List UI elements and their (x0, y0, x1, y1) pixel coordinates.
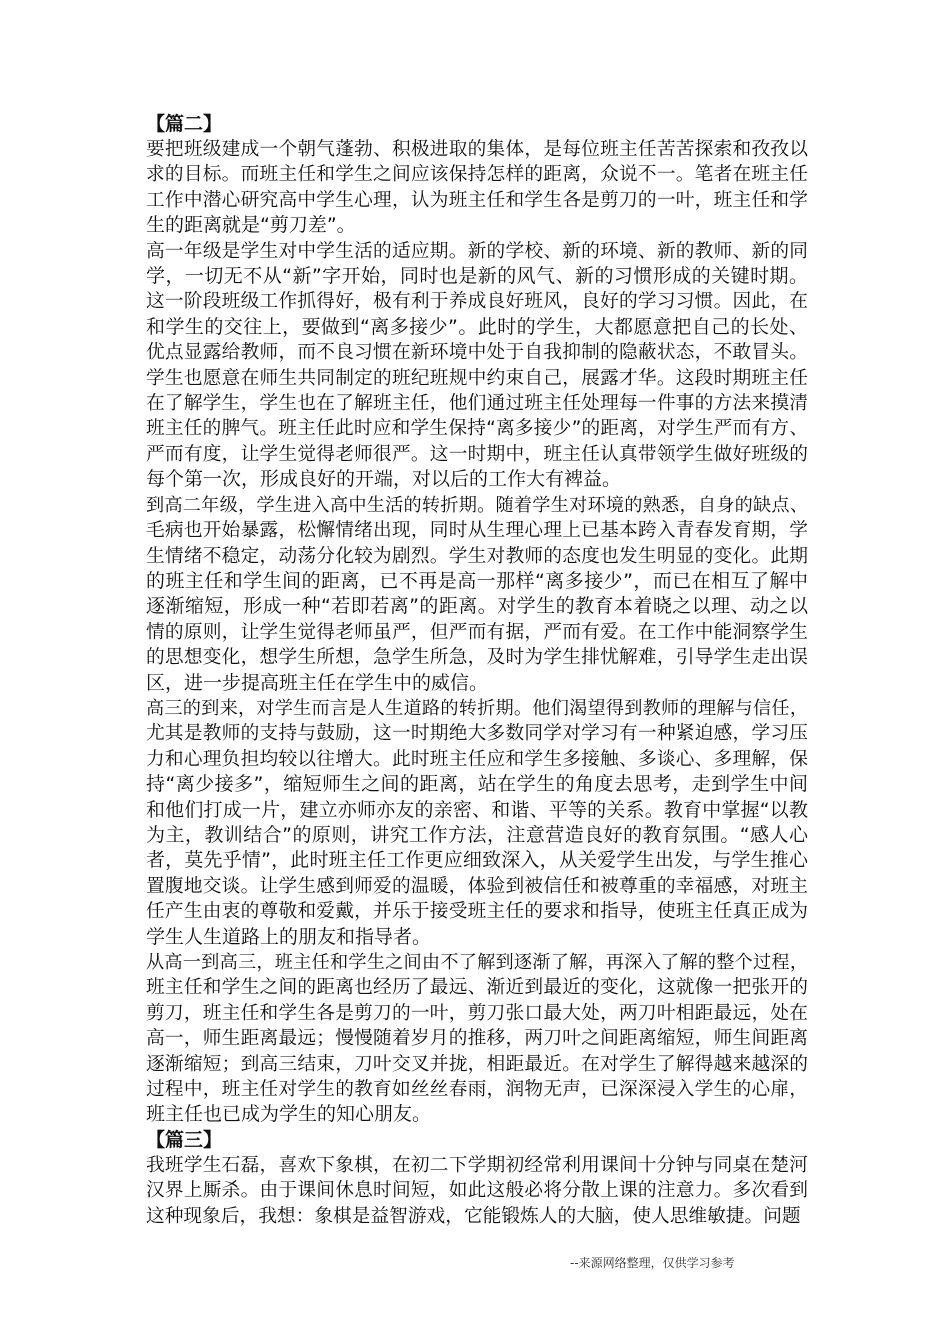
text-line: 的思想变化，想学生所想，急学生所急，及时为学生排忧解难，引导学生走出误 (146, 647, 808, 669)
section-part-three (146, 1128, 808, 1229)
paragraph (146, 239, 808, 493)
text-line: 工作中潜心研究高中学生心理，认为班主任和学生各是剪刀的一叶，班主任和学 (146, 189, 808, 211)
text-line: 剪刀，班主任和学生各是剪刀的一叶，剪刀张口最大处，两刀叶相距最远，处在 (146, 1002, 808, 1024)
paragraph (146, 493, 808, 696)
text-line: 要把班级建成一个朝气蓬勃、积极进取的集体，是每位班主任苦苦探索和孜孜以 (146, 139, 808, 160)
text-line: 学生也愿意在师生共同制定的班纪班规中约束自己，展露才华。这段时期班主任 (146, 367, 808, 389)
text-line: 任产生由衷的尊敬和爱戴，并乐于接受班主任的要求和指导，使班主任真正成为 (146, 901, 808, 923)
section-body (146, 137, 808, 1128)
text-line: 毛病也开始暴露，松懈情绪出现，同时从生理心理上已基本跨入青春发育期，学 (146, 520, 808, 542)
text-line: 和他们打成一片，建立亦师亦友的亲密、和谐、平等的关系。教育中掌握“以教 (146, 798, 808, 821)
text-line: 优点显露给教师，而不良习惯在新环境中处于自我抑制的隐蔽状态，不敢冒头。 (146, 342, 808, 364)
document-page (146, 112, 808, 1229)
section-heading: 【篇三】 (146, 1128, 223, 1151)
text-line: 高三的到来，对学生而言是人生道路的转折期。他们渴望得到教师的理解与信任， (146, 697, 808, 719)
section-heading: 【篇二】 (146, 113, 223, 135)
text-line: 力和心理负担均较以往增大。此时班主任应和学生多接触、多谈心、多理解，保 (146, 748, 808, 770)
text-line: 班主任和学生之间的距离也经历了最远、渐近到最近的变化，这就像一把张开的 (146, 977, 808, 999)
paragraph (146, 696, 808, 950)
text-line: 区，进一步提高班主任在学生中的威信。 (146, 671, 489, 694)
text-line: 这种现象后，我想：象棋是益智游戏，它能锻炼人的大脑，使人思维敏捷。问题 (146, 1205, 801, 1227)
text-line: 求的目标。而班主任和学生之间应该保持怎样的距离，众说不一。笔者在班主任 (146, 164, 808, 186)
paragraph (146, 137, 808, 239)
footer-note: --来源网络整理，仅供学习参考 (570, 1256, 735, 1270)
text-line: 和学生的交往上，要做到“离多接少”。此时的学生，大都愿意把自己的长处、 (146, 315, 808, 338)
paragraph (146, 950, 808, 1128)
text-line: 班主任也已成为学生的知心朋友。 (146, 1103, 432, 1126)
text-line: 严而有度，让学生觉得老师很严。这一时期中，班主任认真带领学生做好班级的 (146, 443, 808, 465)
text-line: 学生人生道路上的朋友和指导者。 (146, 925, 432, 948)
text-line: 从高一到高三，班主任和学生之间由不了解到逐渐了解，再深入了解的整个过程， (146, 952, 808, 973)
text-line: 逐渐缩短，形成一种“若即若离”的距离。对学生的教育本着晓之以理、动之以 (146, 595, 808, 618)
text-line: 尤其是教师的支持与鼓励，这一时期绝大多数同学对学习有一种紧迫感，学习压 (146, 723, 808, 745)
text-line: 为主，教训结合”的原则，讲究工作方法，注意营造良好的教育氛围。“感人心 (146, 823, 808, 846)
text-line: 者，莫先乎情”，此时班主任工作更应细致深入，从关爱学生出发，与学生推心 (146, 849, 808, 872)
text-line: 我班学生石磊，喜欢下象棋，在初二下学期初经常利用课间十分钟与同桌在楚河 (146, 1154, 808, 1176)
section-body (146, 1153, 808, 1229)
text-line: 高一年级是学生对中学生活的适应期。新的学校、新的环境、新的教师、新的同 (146, 240, 808, 262)
text-line: 到高二年级，学生进入高中生活的转折期。随着学生对环境的熟悉，自身的缺点、 (146, 494, 808, 516)
text-line: 在了解学生，学生也在了解班主任，他们通过班主任处理每一件事的方法来摸清 (146, 393, 808, 415)
section-part-two (146, 112, 808, 1128)
text-line: 这一阶段班级工作抓得好，极有利于养成良好班风，良好的学习习惯。因此，在 (146, 291, 808, 313)
text-line: 学，一切无不从“新”字开始，同时也是新的风气、新的习惯形成的关键时期。 (146, 265, 808, 288)
text-line: 高一，师生距离最远；慢慢随着岁月的推移，两刀叶之间距离缩短，师生间距离 (146, 1028, 808, 1050)
text-line: 的班主任和学生间的距离，已不再是高一那样“离多接少”，而已在相互了解中 (146, 569, 808, 592)
text-line: 每个第一次，形成良好的开端，对以后的工作大有裨益。 (146, 468, 622, 491)
text-line: 持“离少接多”，缩短师生之间的距离，站在学生的角度去思考，走到学生中间 (146, 773, 808, 796)
text-line: 生情绪不稳定，动荡分化较为剧烈。学生对教师的态度也发生明显的变化。此期 (146, 545, 808, 567)
text-line: 置腹地交谈。让学生感到师爱的温暖，体验到被信任和被尊重的幸福感，对班主 (146, 875, 808, 897)
text-line: 班主任的脾气。班主任此时应和学生保持“离多接少”的距离，对学生严而有方、 (146, 418, 808, 440)
text-line: 过程中，班主任对学生的教育如丝丝春雨，润物无声，已深深浸入学生的心扉， (146, 1079, 808, 1101)
paragraph (146, 1153, 808, 1229)
text-line: 逐渐缩短；到高三结束，刀叶交叉并拢，相距最近。在对学生了解得越来越深的 (146, 1053, 808, 1075)
text-line: 汉界上厮杀。由于课间休息时间短，如此这般必将分散上课的注意力。多次看到 (146, 1180, 808, 1202)
text-line: 情的原则，让学生觉得老师虽严，但严而有据，严而有爱。在工作中能洞察学生 (146, 621, 808, 643)
text-line: 生的距离就是“剪刀差”。 (146, 214, 356, 237)
